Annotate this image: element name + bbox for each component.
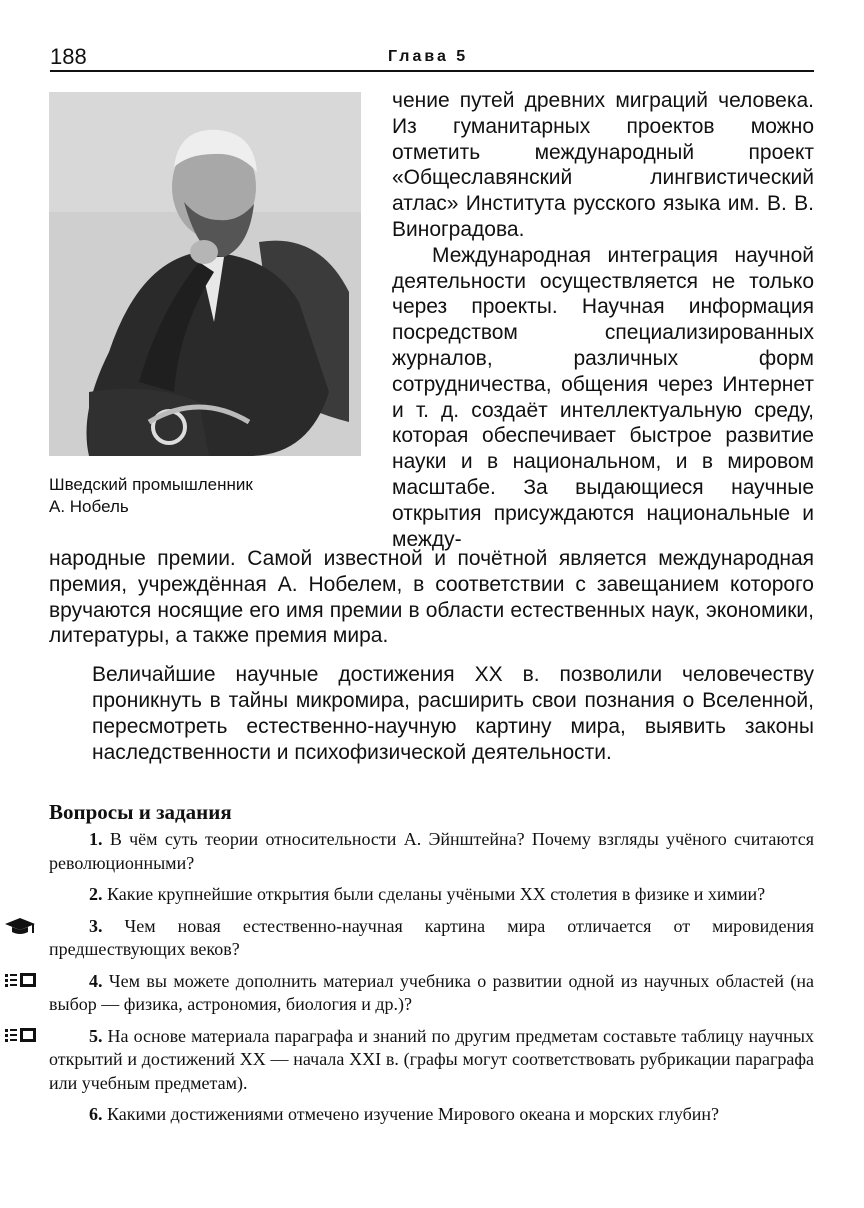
question-item: 2. Какие крупнейшие открытия были сделаны учёными XX столетия в физике и химии? [89,884,766,904]
paragraph-continuation: чение путей древних миграций человека. Из гуманитарных проектов можно отметить международный проект «Общеславянский лингвистический атлас» Института русского языка им. В. В. Виноградова. [392,89,814,241]
paragraph-integration: Международная интеграция научной деятельности осуществляется не только через проекты. Научная информация посредством специализированных журналов, различных форм сотрудничества, общения через Интернет и т. д. создаёт интеллектуальную среду, которая обеспечивает быстрое развитие науки и в национальном, и в мировом масштабе. За выдающиеся научные открытия присуждаются национальные и между- [392,243,814,551]
paragraph-nobel-prize: народные премии. Самой известной и почётной является международная премия, учреждённая А. Нобелем, в соответствии с завещанием которого вручаются носящие его имя премии в области естественных наук, экономики, литературы, а также премия мира. [49,547,814,648]
highlight-summary [92,662,814,766]
figure-caption [49,474,349,518]
graduation-cap-icon [5,917,35,944]
chapter-title: Глава 5 [388,48,469,65]
full-width-text [49,546,814,649]
caption-line-2: А. Нобель [49,497,129,516]
page-header [50,44,814,72]
question-item: 4. Чем вы можете дополнить материал учебника о развитии одной из научных областей (на выбор — физика, астрономия, биология и др.)? [49,970,814,1017]
question-item: 1. В чём суть теории относительности А. Эйнштейна? Почему взгляды учёного считаются революционными? [49,829,814,873]
summary-text: Величайшие научные достижения XX в. позволили человечеству проникнуть в тайны микромира, расширить свои познания о Вселенной, пересмотреть естественно-научную картину мира, выявить законы наследственности и психофизической деятельности. [92,663,814,764]
book-monitor-icon [5,972,39,997]
questions-list [49,828,814,1135]
nobel-portrait [49,92,361,456]
question-item: 3. Чем новая естественно-научная картина мира отличается от мировидения предшествующих веков? [49,915,814,962]
page-number: 188 [50,44,87,69]
right-column-text [392,88,814,552]
question-item: 5. На основе материала параграфа и знаний по другим предметам составьте таблицу научных открытий и достижений XX — начала XXI в. (графы могут соответствовать рубрикации параграфа или учебным предметам). [49,1025,814,1096]
caption-line-1: Шведский промышленник [49,475,253,494]
question-item: 6. Какими достижениями отмечено изучение Мирового океана и морских глубин? [89,1104,719,1124]
book-monitor-icon [5,1027,39,1052]
header-rule [50,70,814,72]
questions-title: Вопросы и задания [49,800,232,824]
